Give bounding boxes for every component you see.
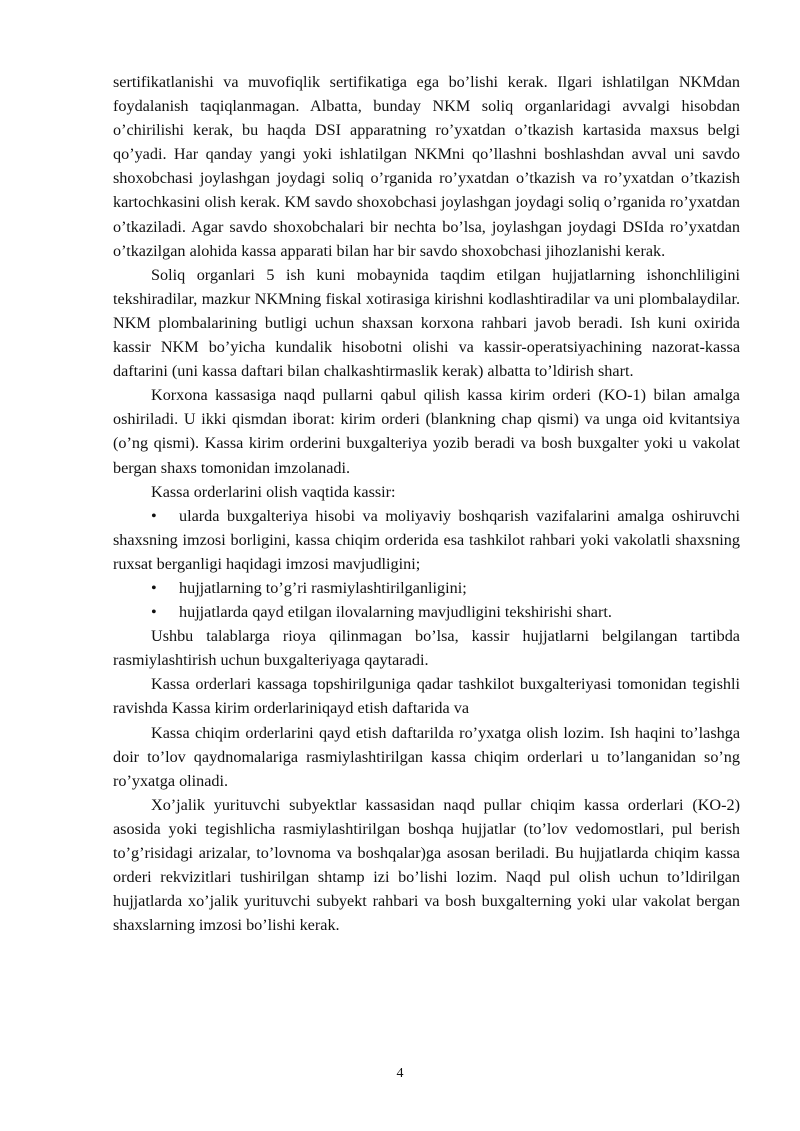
bullet-item-2 [113,576,740,600]
bullet-item-3 [113,600,740,624]
bullet-text-1: ularda buxgalteriya hisobi va moliyaviy boshqarish vazifalarini amalga oshiruvchi shaxsning imzosi borligini, kassa chiqim orderida esa tashkilot rahbari yoki vakolatli shaxsning ruxsat berganligi haqidagi imzosi mavjudligini; [113,506,740,573]
bullet-mark: • [151,603,157,622]
bullet-mark: • [151,578,157,597]
bullet-text-3: hujjatlarda qayd etilgan ilovalarning mavjudligini tekshirishi shart. [179,603,612,622]
paragraph-8: Xo’jalik yurituvchi subyektlar kassasidan naqd pullar chiqim kassa orderlari (KO-2) asosida yoki tegishlicha rasmiylashtirilgan boshqa hujjatlar (to’lov vedomostlari, pul berish to’g’risidagi arizalar, to’lovnoma va boshqalar)ga asosan beriladi. Bu hujjatlarda chiqim kassa orderi rekvizitlari tushirilgan shtamp izi bo’lishi lozim. Naqd pul olish uchun to’ldirilgan hujjatlarda xo’jalik yurituvchi subyekt rahbari va bosh buxgalterning yoki ular vakolat bergan shaxslarning imzosi bo’lishi kerak. [113,795,740,935]
paragraph-3: Korxona kassasiga naqd pullarni qabul qilish kassa kirim orderi (KO-1) bilan amalga oshiriladi. U ikki qismdan iborat: kirim orderi (blankning chap qismi) va unga oid kvitantsiya (o’ng qismi). Kassa kirim orderini buxgalteriya yozib beradi va bosh buxgalter yoki u vakolat bergan shaxs tomonidan imzolanadi. [113,386,740,477]
document-body [113,70,740,937]
paragraph-4: Kassa orderlarini olish vaqtida kassir: [151,482,396,501]
page-number: 4 [396,1066,404,1081]
bullet-text-2: hujjatlarning to’g’ri rasmiylashtirilganligini; [179,578,467,597]
bullet-item-1 [113,504,740,576]
paragraph-5: Ushbu talablarga rioya qilinmagan bo’lsa, kassir hujjatlarni belgilangan tartibda rasmiylashtirish uchun buxgalteriyaga qaytaradi. [113,627,740,670]
paragraph-1: sertifikatlanishi va muvofiqlik sertifikatiga ega bo’lishi kerak. Ilgari ishlatilgan NKMdan foydalanish taqiqlanmagan. Albatta, bunday NKM soliq organlaridagi avvalgi hisobdan o’chirilishi kerak, bu haqda DSI apparatning ro’yxatdan o’tkazish kartasida maxsus belgi qo’yadi. Har qanday yangi yoki ishlatilgan NKMni qo’llashni boshlashdan avval uni savdo shoxobchasi joylashgan joydagi soliq o’rganida ro’yxatdan o’tkazish va ro’yxatdan o’tkazish kartochkasini olish kerak. KM savdo shoxobchasi joylashgan joydagi soliq o’rganida ro’yxatdan o’tkaziladi. Agar savdo shoxobchalari bir nechta bo’lsa, joylashgan joydagi DSIda ro’yxatdan o’tkazilgan alohida kassa apparati bilan har bir savdo shoxobchasi jihozlanishi kerak. [113,73,740,260]
paragraph-2: Soliq organlari 5 ish kuni mobaynida taqdim etilgan hujjatlarning ishonchliligini tekshiradilar, mazkur NKMning fiskal xotirasiga kirishni kodlashtiradilar va uni plombalaydilar. NKM plombalarining butligi uchun shaxsan korxona rahbari javob beradi. Ish kuni oxirida kassir NKM bo’yicha kundalik hisobotni olishi va kassir-operatsiyachining nazorat-kassa daftarini (uni kassa daftari bilan chalkashtirmaslik kerak) albatta to’ldirish shart. [113,265,740,381]
bullet-mark: • [151,506,157,525]
paragraph-7: Kassa chiqim orderlarini qayd etish daftarilda ro’yxatga olish lozim. Ish haqini to’lashga doir to’lov qaydnomalariga rasmiylashtirilgan kassa chiqim orderlari u to’langanidan so’ng ro’yxatga olinadi. [113,723,740,790]
paragraph-6: Kassa orderlari kassaga topshirilguniga qadar tashkilot buxgalteriyasi tomonidan tegishli ravishda Kassa kirim orderlariniqayd etish daftarida va [113,675,740,718]
